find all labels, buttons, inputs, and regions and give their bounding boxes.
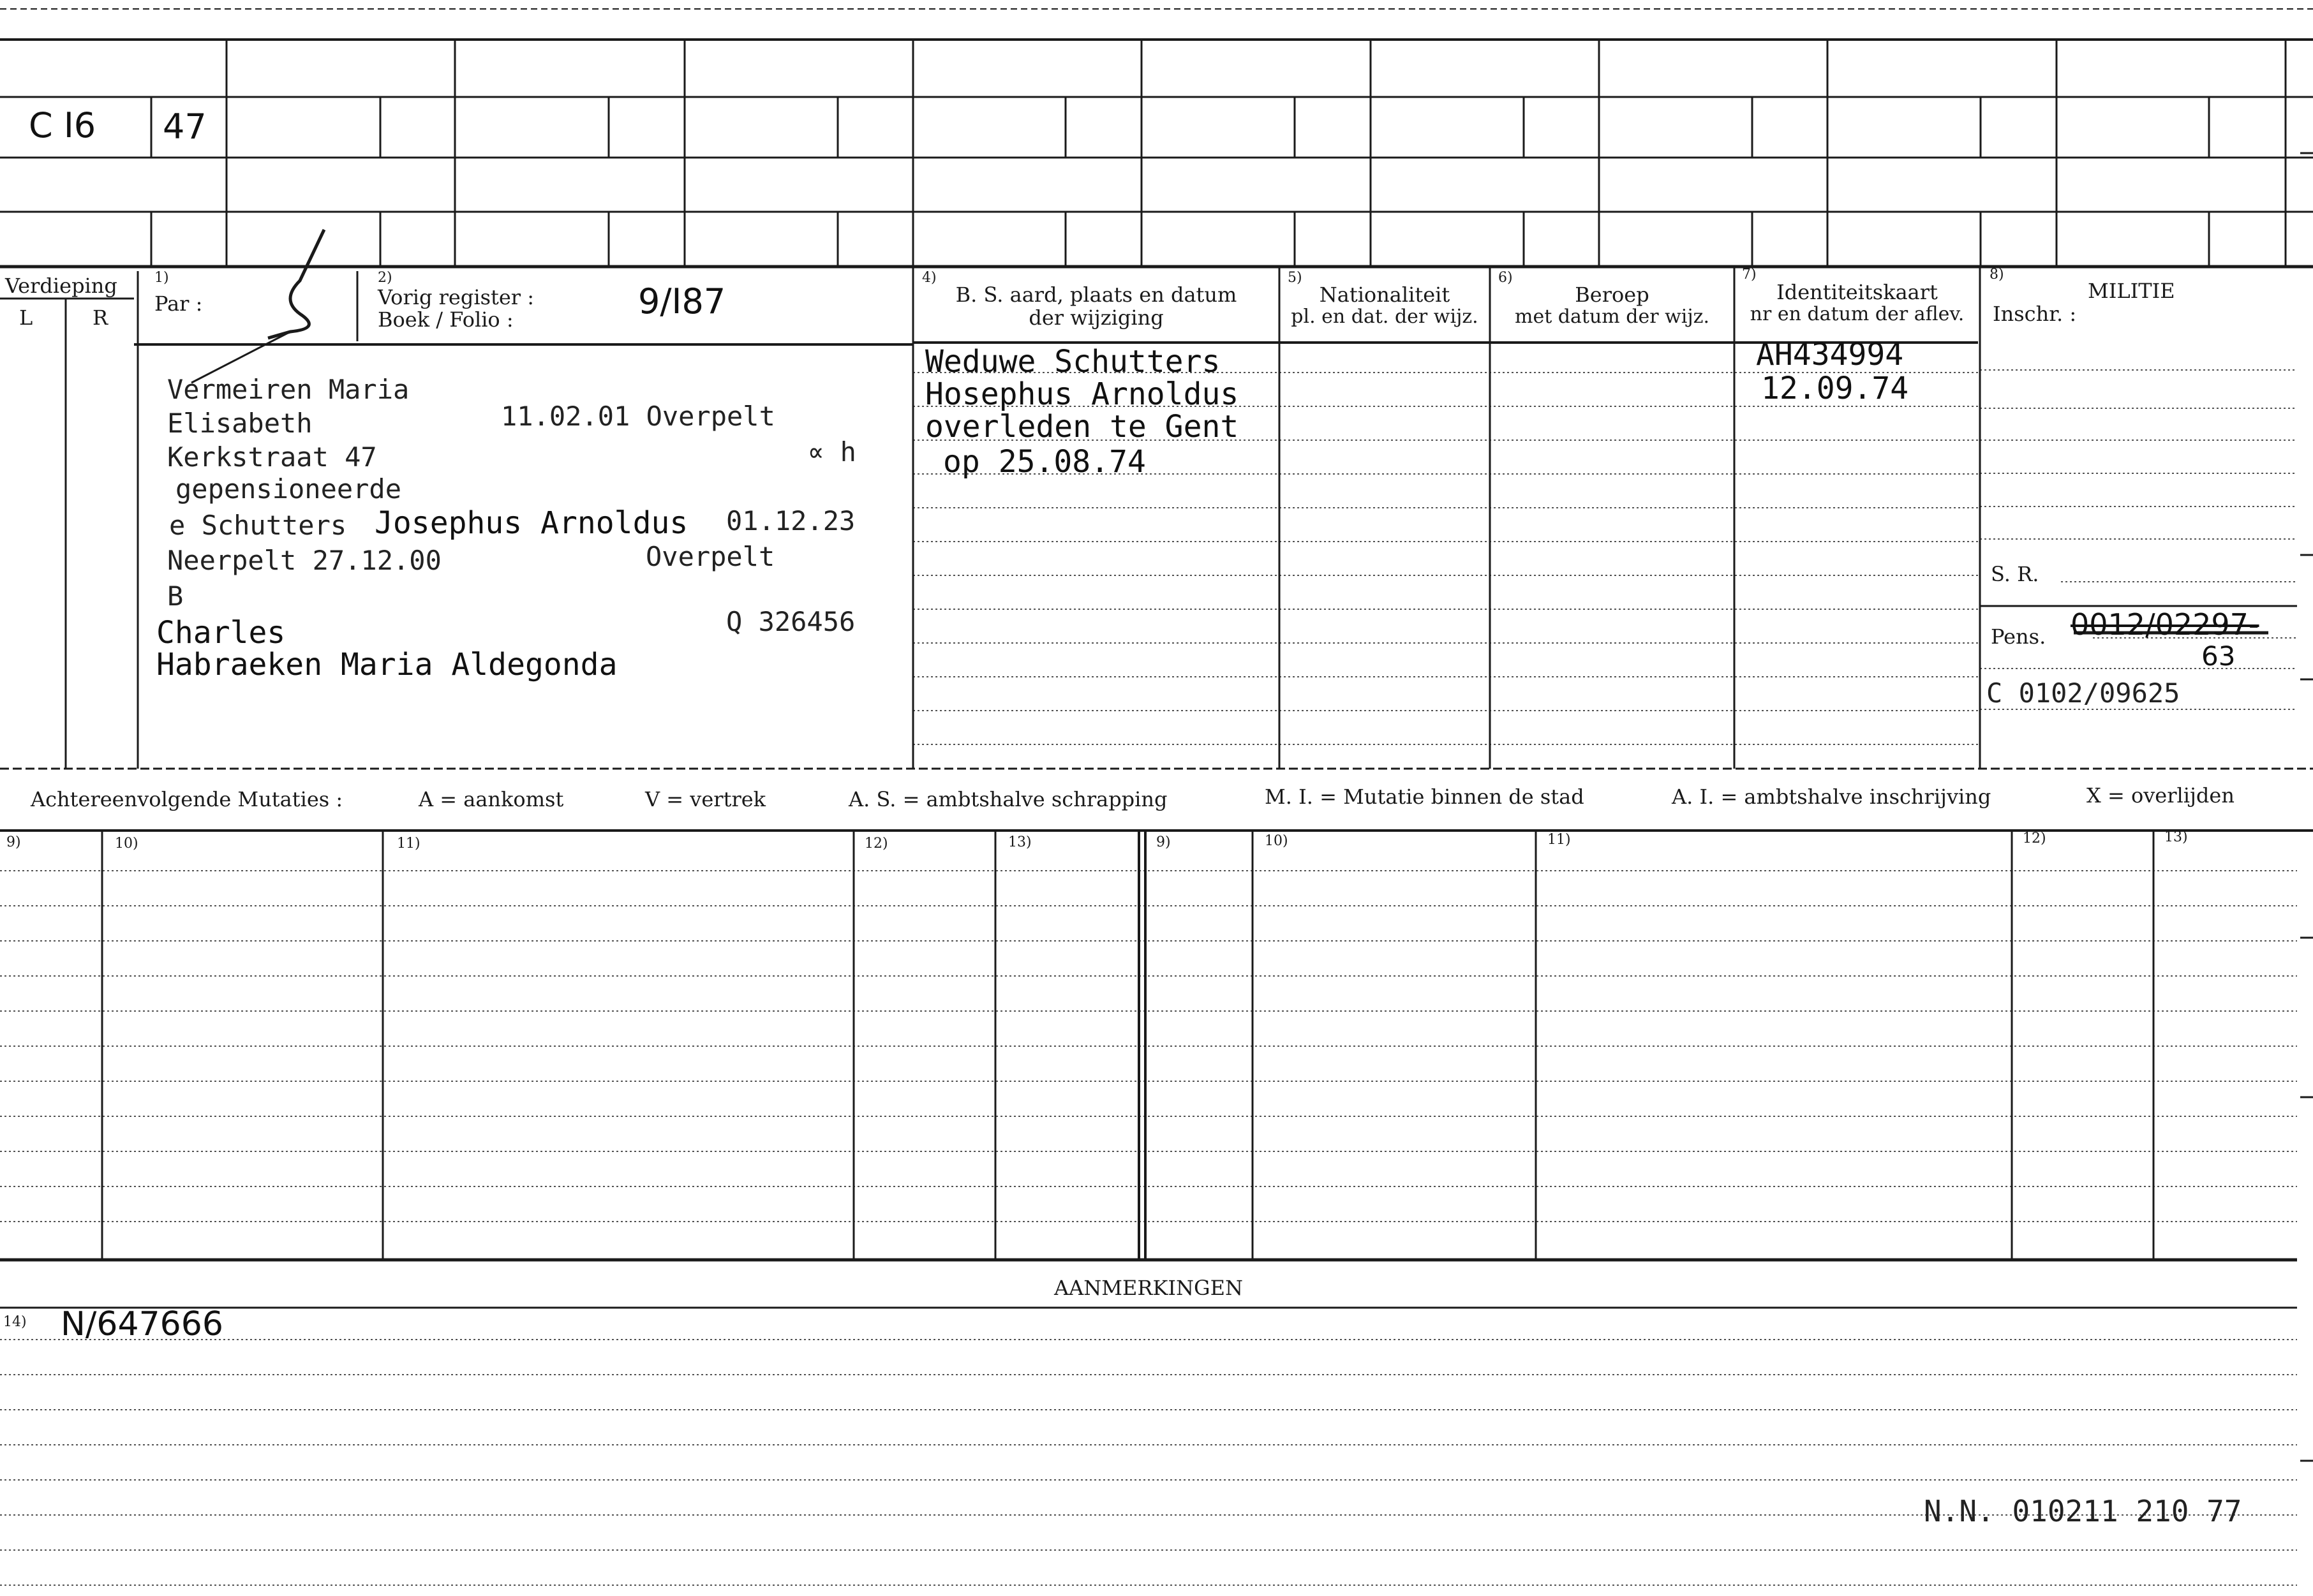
field-7-label-2: nr en datum der aflev. [1750,303,1965,325]
person-line-9: Habraeken Maria Aldegonda [156,647,618,683]
mut-col-10: 10) [115,836,138,852]
legend-inschrijving: A. I. = ambtshalve inschrijving [1672,785,1991,809]
field-6-number: 6) [1498,270,1513,286]
militie-title: MILITIE [2088,279,2175,303]
person-line-1: Vermeiren Maria [167,374,410,405]
person-line-8: Charles [156,615,286,651]
handwritten-scribble [268,230,324,338]
field-6-label-1: Beroep [1575,283,1649,307]
change-line-3: overleden te Gent [925,409,1239,445]
mut-col-12: 12) [865,836,888,852]
legend-overlijden: X = overlijden [2086,783,2235,808]
person-mark: ∝ h [808,436,856,468]
person-spouse-birth: 01.12.23 [726,505,856,536]
pens-label: Pens. [1991,624,2046,649]
field-4-label-1: B. S. aard, plaats en datum [955,283,1237,307]
idcard-number: AH434994 [1756,337,1904,373]
mut-col-9: 9) [6,834,21,850]
change-line-2: Hosephus Arnoldus [925,376,1239,412]
field-5-number: 5) [1288,270,1302,286]
par-label: Par : [154,292,203,316]
field-2-number: 2) [378,270,392,286]
mut-col-13: 13) [1008,834,1032,850]
mut-col-9b: 9) [1156,834,1171,850]
col-r-label: R [93,306,108,330]
field-4-number: 4) [922,270,937,286]
person-spouse-prefix: e Schutters [169,510,347,541]
legend-mutatie-stad: M. I. = Mutatie binnen de stad [1265,785,1584,809]
vorig-register-label: Vorig register : [378,285,535,309]
national-number: N.N. 010211 210 77 [1924,1494,2242,1528]
field-8-number: 8) [1989,267,2004,283]
top-code: C I6 [29,105,96,145]
field-7-number: 7) [1742,267,1757,283]
top-number: 47 [163,107,207,147]
change-line-1: Weduwe Schutters [925,344,1221,380]
person-line-6: Neerpelt 27.12.00 [167,545,442,576]
legend-schrapping: A. S. = ambtshalve schrapping [849,787,1168,811]
legend-aankomst: A = aankomst [419,787,564,811]
change-line-4: op 25.08.74 [943,444,1146,480]
person-spouse-name: Josephus Arnoldus [375,505,688,541]
person-line-2: Elisabeth [167,408,313,439]
field-6-label-2: met datum der wijz. [1515,306,1709,328]
legend-vertrek: V = vertrek [645,787,766,811]
mutations-title: Achtereenvolgende Mutaties : [31,787,343,811]
mut-col-13b: 13) [2164,829,2188,845]
remarks-title: AANMERKINGEN [1054,1276,1243,1300]
verdieping-label: Verdieping [5,274,117,298]
pens-63: 63 [2201,640,2236,672]
remarks-value: N/647666 [61,1305,223,1343]
person-line-3: Kerkstraat 47 [167,441,377,473]
field-4-label-2: der wijziging [1029,306,1164,330]
field-5-label-1: Nationaliteit [1319,283,1450,307]
pens-new-number: C 0102/09625 [1986,677,2180,709]
field-5-label-2: pl. en dat. der wijz. [1291,306,1478,328]
field-1-number: 1) [154,270,169,286]
inschr-label: Inschr. : [1993,302,2077,326]
field-7-label-1: Identiteitskaart [1776,280,1938,304]
sr-label: S. R. [1991,562,2039,586]
person-ref: Q 326456 [726,606,856,637]
person-line-4: gepensioneerde [175,473,402,505]
mut-col-11: 11) [397,836,420,852]
idcard-date: 12.09.74 [1761,371,1909,406]
pens-struck-number: 0012/02297- [2071,607,2259,642]
remarks-number: 14) [3,1314,27,1330]
boek-folio-label: Boek / Folio : [378,307,514,332]
mut-col-10b: 10) [1265,833,1288,849]
col-l-label: L [19,306,33,330]
mut-col-11b: 11) [1547,832,1571,848]
person-line-7: B [167,580,184,612]
person-birth: 11.02.01 Overpelt [501,401,775,432]
person-line-6-place: Overpelt [646,541,775,572]
boek-folio-value: 9/I87 [638,281,726,321]
mut-col-12b: 12) [2023,831,2046,846]
